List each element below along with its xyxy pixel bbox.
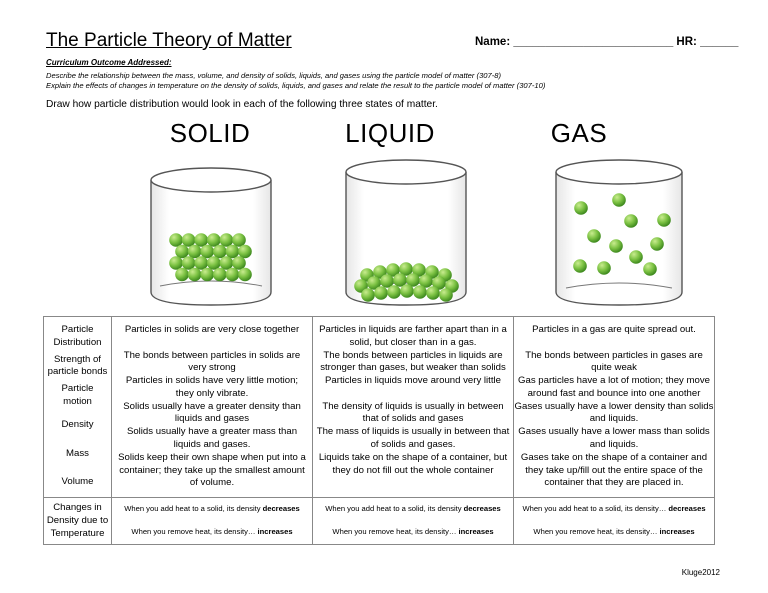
particle <box>226 245 240 259</box>
particle <box>587 229 601 243</box>
particle <box>200 268 214 282</box>
particle <box>188 245 202 259</box>
property-line <box>313 477 513 490</box>
gas-heat-remove: When you remove heat, its density… increases <box>533 527 695 537</box>
property-line <box>514 337 714 350</box>
property-line: liquids and gases <box>174 413 250 425</box>
solid-heat-add: When you add heat to a solid, its density decreases <box>124 504 300 514</box>
curriculum-heading: Curriculum Outcome Addressed: <box>46 58 172 67</box>
state-title-gas: GAS <box>550 118 608 148</box>
property-line: stronger than gases, but weaker than solids <box>320 362 506 374</box>
particle <box>213 268 227 282</box>
property-line: container; they take up the smallest amount <box>119 464 305 476</box>
solid-particles <box>169 233 252 281</box>
property-line: Liquids take on the shape of a container, but <box>318 451 508 463</box>
property-line <box>313 388 513 401</box>
property-line: Solids keep their own shape when put into a <box>118 451 306 463</box>
particle <box>188 268 202 282</box>
properties-table <box>43 316 715 545</box>
property-line: The bonds between particles in solids are <box>123 349 301 361</box>
particle <box>400 284 414 298</box>
liquid-heat-cell <box>313 498 514 545</box>
property-line: very strong <box>188 362 236 374</box>
property-line: Particles in liquids move around very little <box>325 375 501 387</box>
particle <box>194 233 208 247</box>
property-line: Particles in solids are very close together <box>124 323 300 335</box>
property-line: of solids and gases. <box>370 439 456 451</box>
property-line: of volume. <box>189 477 235 489</box>
particle <box>361 288 375 302</box>
property-line: The mass of liquids is usually in between that <box>316 426 510 438</box>
row-label-bond-strength: Strength of particle bonds <box>47 353 108 378</box>
property-line: The density of liquids is usually in between <box>322 400 504 412</box>
row-labels-cell <box>44 317 112 498</box>
particle <box>573 259 587 273</box>
particle <box>643 262 657 276</box>
particle <box>238 245 252 259</box>
particle <box>213 245 227 259</box>
property-line: they take up/fill out the entire space of the <box>525 464 703 476</box>
curriculum-line-2: Explain the effects of changes in temperature on the density of solids, liquids, and gases and relate the result to the particle model of matter (307-10) <box>46 81 546 90</box>
name-hr-field: Name: _________________________ HR: ______ <box>475 36 739 48</box>
particle <box>238 268 252 282</box>
particle <box>207 256 221 270</box>
property-line: Solids usually have a greater mass than <box>126 426 298 438</box>
particle <box>597 261 611 275</box>
property-line: and liquids. <box>589 413 639 425</box>
property-line: liquids and gases. <box>173 439 251 451</box>
particle <box>624 214 638 228</box>
beaker-liquid <box>346 160 466 305</box>
gas-heat-add: When you add heat to a solid, its density… decreases <box>522 504 706 514</box>
row-label-density: Density <box>61 418 94 430</box>
row-label-volume: Volume <box>61 476 94 488</box>
particle <box>175 268 189 282</box>
row-label-particle-distribution: Particle Distribution <box>53 324 102 348</box>
state-title-liquid: LIQUID <box>345 118 435 148</box>
particle <box>194 256 208 270</box>
property-line: Solids usually have a greater density than <box>123 400 301 412</box>
liquid-heat-remove: When you remove heat, its density… increases <box>332 527 494 537</box>
property-line: The bonds between particles in gases are <box>525 349 703 361</box>
solid-heat-cell <box>112 498 313 545</box>
particle <box>650 237 664 251</box>
particle <box>169 233 183 247</box>
particle <box>207 233 221 247</box>
property-line: Gas particles have a lot of motion; they move <box>518 375 710 387</box>
property-line: The bonds between particles in liquids are <box>323 349 503 361</box>
gas-properties-cell <box>514 317 715 498</box>
particle <box>609 239 623 253</box>
gas-heat-cell <box>514 498 715 545</box>
particle <box>629 250 643 264</box>
particle <box>182 256 196 270</box>
property-line: quite weak <box>591 362 637 374</box>
particle <box>413 285 427 299</box>
page-title: The Particle Theory of Matter <box>46 30 292 51</box>
state-title-solid: SOLID <box>169 118 251 148</box>
particle <box>175 245 189 259</box>
particle <box>232 233 246 247</box>
row-label-particle-motion: Particle motion <box>61 383 94 407</box>
property-line: that of solids and gases <box>362 413 464 425</box>
solid-properties-cell <box>112 317 313 498</box>
particle <box>612 193 626 207</box>
property-line: they only vibrate. <box>175 387 249 399</box>
property-line: Particles in liquids are farther apart than in a <box>319 323 507 335</box>
beaker-gas <box>556 160 682 305</box>
curriculum-line-1: Describe the relationship between the mass, volume, and density of solids, liquids, and gases using the particle model of matter (307-8) <box>46 71 502 80</box>
property-line: Gases take on the shape of a container and <box>520 451 708 463</box>
liquid-properties-cell <box>313 317 514 498</box>
property-line <box>112 337 312 350</box>
particle <box>426 286 440 300</box>
particle <box>657 213 671 227</box>
credit-text: Kluge2012 <box>681 568 720 577</box>
property-line: they do not fill out the whole container <box>332 464 494 476</box>
row-label-mass: Mass <box>66 447 89 459</box>
property-line: Gases usually have a lower density than solids <box>514 400 714 412</box>
particle <box>169 256 183 270</box>
property-line: Particles in solids have very little motion; <box>125 375 299 387</box>
beaker-solid <box>151 168 271 305</box>
property-line: container that they are placed in. <box>544 477 684 489</box>
property-line: Particles in a gas are quite spread out. <box>532 323 696 335</box>
property-line: solid, but closer than in a gas. <box>349 336 477 348</box>
property-line: Gases usually have a lower mass than solids <box>518 426 710 438</box>
row-label-density-temperature: Changes in Density due to Temperature <box>44 498 112 545</box>
particle <box>220 233 234 247</box>
property-line: around fast and bounce into one another <box>527 387 701 399</box>
particle <box>574 201 588 215</box>
particle <box>387 285 401 299</box>
particle <box>232 256 246 270</box>
particle <box>374 286 388 300</box>
instruction-text: Draw how particle distribution would look in each of the following three states of matter. <box>46 99 438 110</box>
particle <box>439 288 453 302</box>
solid-heat-remove: When you remove heat, its density… increases <box>131 527 293 537</box>
particle <box>220 256 234 270</box>
liquid-heat-add: When you add heat to a solid, its density decreases <box>325 504 501 514</box>
particle <box>226 268 240 282</box>
particle <box>182 233 196 247</box>
property-line: and liquids. <box>589 439 639 451</box>
particle <box>200 245 214 259</box>
